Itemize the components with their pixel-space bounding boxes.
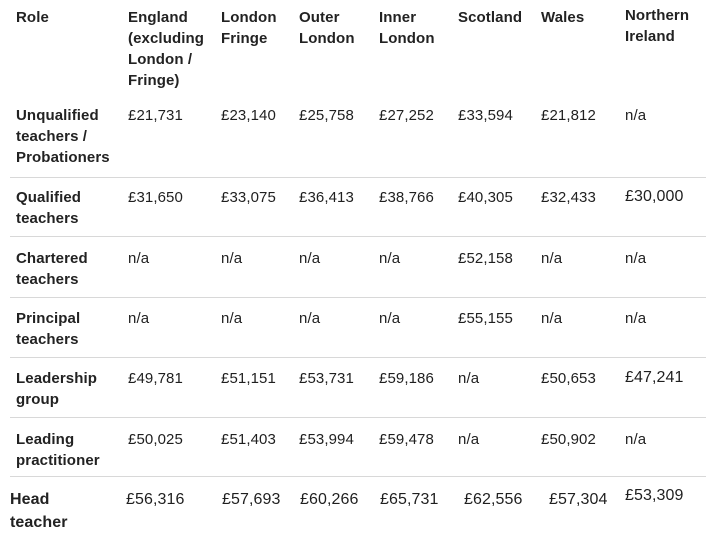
- value-cell-northern-ireland: n/a: [625, 107, 647, 124]
- role-line: Head: [10, 491, 50, 508]
- value-cell-northern-ireland: n/a: [625, 250, 647, 267]
- table-row: [10, 359, 706, 418]
- value-cell-london-fringe: n/a: [221, 310, 243, 327]
- value-cell-outer-london: £60,266: [300, 491, 359, 508]
- value-cell-outer-london: £25,758: [299, 107, 354, 124]
- role-line: Probationers: [16, 149, 110, 166]
- header-wales: [541, 7, 584, 28]
- value-cell-england: £21,731: [128, 107, 183, 124]
- value-cell-northern-ireland: £47,241: [625, 369, 684, 386]
- header-england: [128, 7, 204, 91]
- value-cell-inner-london: n/a: [379, 310, 401, 327]
- role-line: Leading: [16, 431, 75, 448]
- header-line: Fringe: [221, 30, 268, 47]
- header-line: Scotland: [458, 9, 523, 26]
- value-cell-wales: £32,433: [541, 189, 596, 206]
- role-line: practitioner: [16, 452, 100, 469]
- value-cell-england: £49,781: [128, 370, 183, 387]
- value-cell-london-fringe: £57,693: [222, 491, 281, 508]
- role-line: teacher: [10, 514, 68, 531]
- value-cell-outer-london: n/a: [299, 250, 321, 267]
- value-cell-inner-london: n/a: [379, 250, 401, 267]
- role-line: teachers /: [16, 128, 88, 145]
- value-cell-wales: n/a: [541, 310, 563, 327]
- role-cell: [16, 429, 100, 471]
- header-line: Wales: [541, 9, 585, 26]
- header-line: Fringe): [128, 72, 180, 89]
- value-cell-outer-london: £53,731: [299, 370, 354, 387]
- header-london-fringe: [221, 7, 277, 49]
- role-cell: [16, 368, 97, 410]
- value-cell-wales: £50,902: [541, 431, 596, 448]
- value-cell-inner-london: £27,252: [379, 107, 434, 124]
- role-line: Unqualified: [16, 107, 99, 124]
- role-line: teachers: [16, 331, 79, 348]
- header-role: [16, 7, 49, 28]
- header-scotland: [458, 7, 522, 28]
- role-cell: [10, 488, 68, 534]
- header-line: Ireland: [625, 28, 675, 45]
- value-cell-london-fringe: n/a: [221, 250, 243, 267]
- value-cell-inner-london: £38,766: [379, 189, 434, 206]
- role-line: Qualified: [16, 189, 82, 206]
- value-cell-scotland: £52,158: [458, 250, 513, 267]
- role-line: Chartered: [16, 250, 88, 267]
- value-cell-england: £31,650: [128, 189, 183, 206]
- role-line: teachers: [16, 271, 79, 288]
- header-line: Role: [16, 9, 49, 26]
- table-row: [10, 96, 706, 178]
- header-line: London: [299, 30, 355, 47]
- role-cell: [16, 105, 110, 168]
- header-line: Inner: [379, 9, 417, 26]
- table-row: [10, 299, 706, 358]
- role-line: Leadership: [16, 370, 98, 387]
- header-inner-london: [379, 7, 435, 49]
- table-header-row: [10, 4, 706, 90]
- table-row: [4, 480, 710, 550]
- value-cell-london-fringe: £23,140: [221, 107, 276, 124]
- value-cell-wales: n/a: [541, 250, 563, 267]
- role-line: group: [16, 391, 59, 408]
- value-cell-scotland: £33,594: [458, 107, 513, 124]
- role-cell: [16, 248, 88, 290]
- value-cell-northern-ireland: n/a: [625, 431, 647, 448]
- role-cell: [16, 187, 81, 229]
- header-line: London: [379, 30, 435, 47]
- value-cell-scotland: £62,556: [464, 491, 523, 508]
- table-row: [10, 178, 706, 237]
- value-cell-inner-london: £65,731: [380, 491, 439, 508]
- value-cell-scotland: £55,155: [458, 310, 513, 327]
- value-cell-inner-london: £59,478: [379, 431, 434, 448]
- header-line: Outer: [299, 9, 340, 26]
- value-cell-england: £56,316: [126, 491, 185, 508]
- header-northern-ireland: [625, 5, 689, 47]
- value-cell-england: £50,025: [128, 431, 183, 448]
- header-outer-london: [299, 7, 355, 49]
- value-cell-outer-london: £36,413: [299, 189, 354, 206]
- value-cell-inner-london: £59,186: [379, 370, 434, 387]
- value-cell-wales: £57,304: [549, 491, 608, 508]
- value-cell-outer-london: £53,994: [299, 431, 354, 448]
- role-line: Principal: [16, 310, 81, 327]
- header-line: London /: [128, 51, 193, 68]
- value-cell-scotland: n/a: [458, 431, 480, 448]
- value-cell-northern-ireland: £30,000: [625, 188, 684, 205]
- header-line: London: [221, 9, 277, 26]
- value-cell-london-fringe: £51,151: [221, 370, 276, 387]
- table-row: [10, 239, 706, 298]
- value-cell-london-fringe: £33,075: [221, 189, 276, 206]
- role-line: teachers: [16, 210, 79, 227]
- table-row: [10, 420, 706, 477]
- value-cell-northern-ireland: n/a: [625, 310, 647, 327]
- value-cell-england: n/a: [128, 310, 150, 327]
- role-cell: [16, 308, 80, 350]
- value-cell-scotland: £40,305: [458, 189, 513, 206]
- header-line: England: [128, 9, 188, 26]
- value-cell-northern-ireland: £53,309: [625, 487, 684, 504]
- header-line: (excluding: [128, 30, 205, 47]
- value-cell-wales: £21,812: [541, 107, 596, 124]
- value-cell-scotland: n/a: [458, 370, 480, 387]
- value-cell-london-fringe: £51,403: [221, 431, 276, 448]
- value-cell-outer-london: n/a: [299, 310, 321, 327]
- header-line: Northern: [625, 7, 690, 24]
- value-cell-wales: £50,653: [541, 370, 596, 387]
- value-cell-england: n/a: [128, 250, 150, 267]
